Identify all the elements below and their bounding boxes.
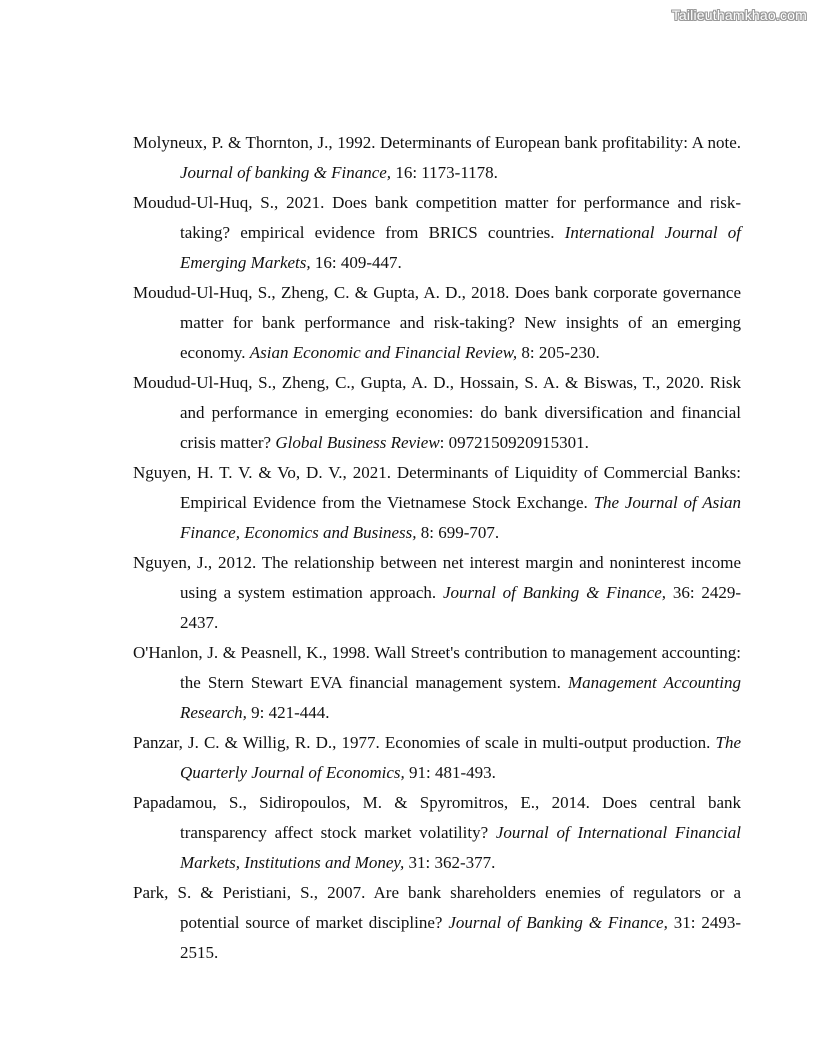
reference-item <box>133 368 741 458</box>
reference-text: Moudud-Ul-Huq, S., Zheng, C., Gupta, A. D., Hossain, S. A. & Biswas, T., 2020. Risk and performance in emerging economies: do bank diversification and financial crisis matter? <box>133 373 741 452</box>
reference-text: Moudud-Ul-Huq, S., Zheng, C. & Gupta, A. D., 2018. Does bank corporate governance matter for bank performance and risk-taking? New insights of an emerging economy. <box>133 283 741 362</box>
reference-item <box>133 548 741 638</box>
reference-item <box>133 728 741 788</box>
reference-volume-pages: 31: 362-377. <box>404 853 496 872</box>
reference-volume-pages: 8: 699-707. <box>416 523 500 542</box>
reference-volume-pages: 31: 2493-2515. <box>180 913 741 962</box>
reference-item <box>133 878 741 968</box>
reference-volume-pages: 36: 2429-2437. <box>180 583 741 632</box>
reference-volume-pages: 91: 481-493. <box>404 763 496 782</box>
journal-name: The Journal of Asian Finance, Economics and Business, <box>180 493 741 542</box>
reference-item <box>133 788 741 878</box>
reference-item <box>133 458 741 548</box>
reference-text: Molyneux, P. & Thornton, J., 1992. Determinants of European bank profitability: A note. <box>133 133 741 152</box>
reference-text: Moudud-Ul-Huq, S., 2021. Does bank competition matter for performance and risk-taking? empirical evidence from BRICS countries. <box>133 193 741 242</box>
reference-item <box>133 638 741 728</box>
journal-name: Asian Economic and Financial Review, <box>249 343 518 362</box>
journal-name: Global Business Review <box>275 433 440 452</box>
journal-name: International Journal of Emerging Markets, <box>180 223 742 272</box>
watermark: Tailieuthamkhao.com <box>671 7 807 23</box>
reference-text: Panzar, J. C. & Willig, R. D., 1977. Economies of scale in multi-output production. <box>133 733 716 752</box>
reference-volume-pages: : 0972150920915301. <box>439 433 589 452</box>
reference-volume-pages: 16: 409-447. <box>310 253 402 272</box>
journal-name: The Quarterly Journal of Economics, <box>180 733 741 782</box>
journal-name: Management Accounting Research, <box>180 673 741 722</box>
reference-volume-pages: 9: 421-444. <box>246 703 330 722</box>
reference-list <box>133 128 741 968</box>
journal-name: Journal of Banking & Finance, <box>442 583 667 602</box>
journal-name: Journal of Banking & Finance, <box>448 913 668 932</box>
reference-volume-pages: 8: 205-230. <box>517 343 600 362</box>
journal-name: Journal of banking & Finance, <box>180 163 392 182</box>
reference-text: Papadamou, S., Sidiropoulos, M. & Spyromitros, E., 2014. Does central bank transparency affect stock market volatility? <box>133 793 741 842</box>
reference-text: Park, S. & Peristiani, S., 2007. Are bank shareholders enemies of regulators or a potential source of market discipline? <box>133 883 741 932</box>
reference-item <box>133 278 741 368</box>
reference-text: O'Hanlon, J. & Peasnell, K., 1998. Wall Street's contribution to management accounting: the Stern Stewart EVA financial management system. <box>133 643 741 692</box>
reference-item <box>133 188 741 278</box>
journal-name: Journal of International Financial Markets, Institutions and Money, <box>180 823 742 872</box>
reference-volume-pages: 16: 1173-1178. <box>391 163 498 182</box>
reference-text: Nguyen, H. T. V. & Vo, D. V., 2021. Determinants of Liquidity of Commercial Banks: Empirical Evidence from the Vietnamese Stock Exchange. <box>133 463 741 512</box>
reference-item <box>133 128 741 188</box>
reference-text: Nguyen, J., 2012. The relationship between net interest margin and noninterest income using a system estimation approach. <box>133 553 741 602</box>
